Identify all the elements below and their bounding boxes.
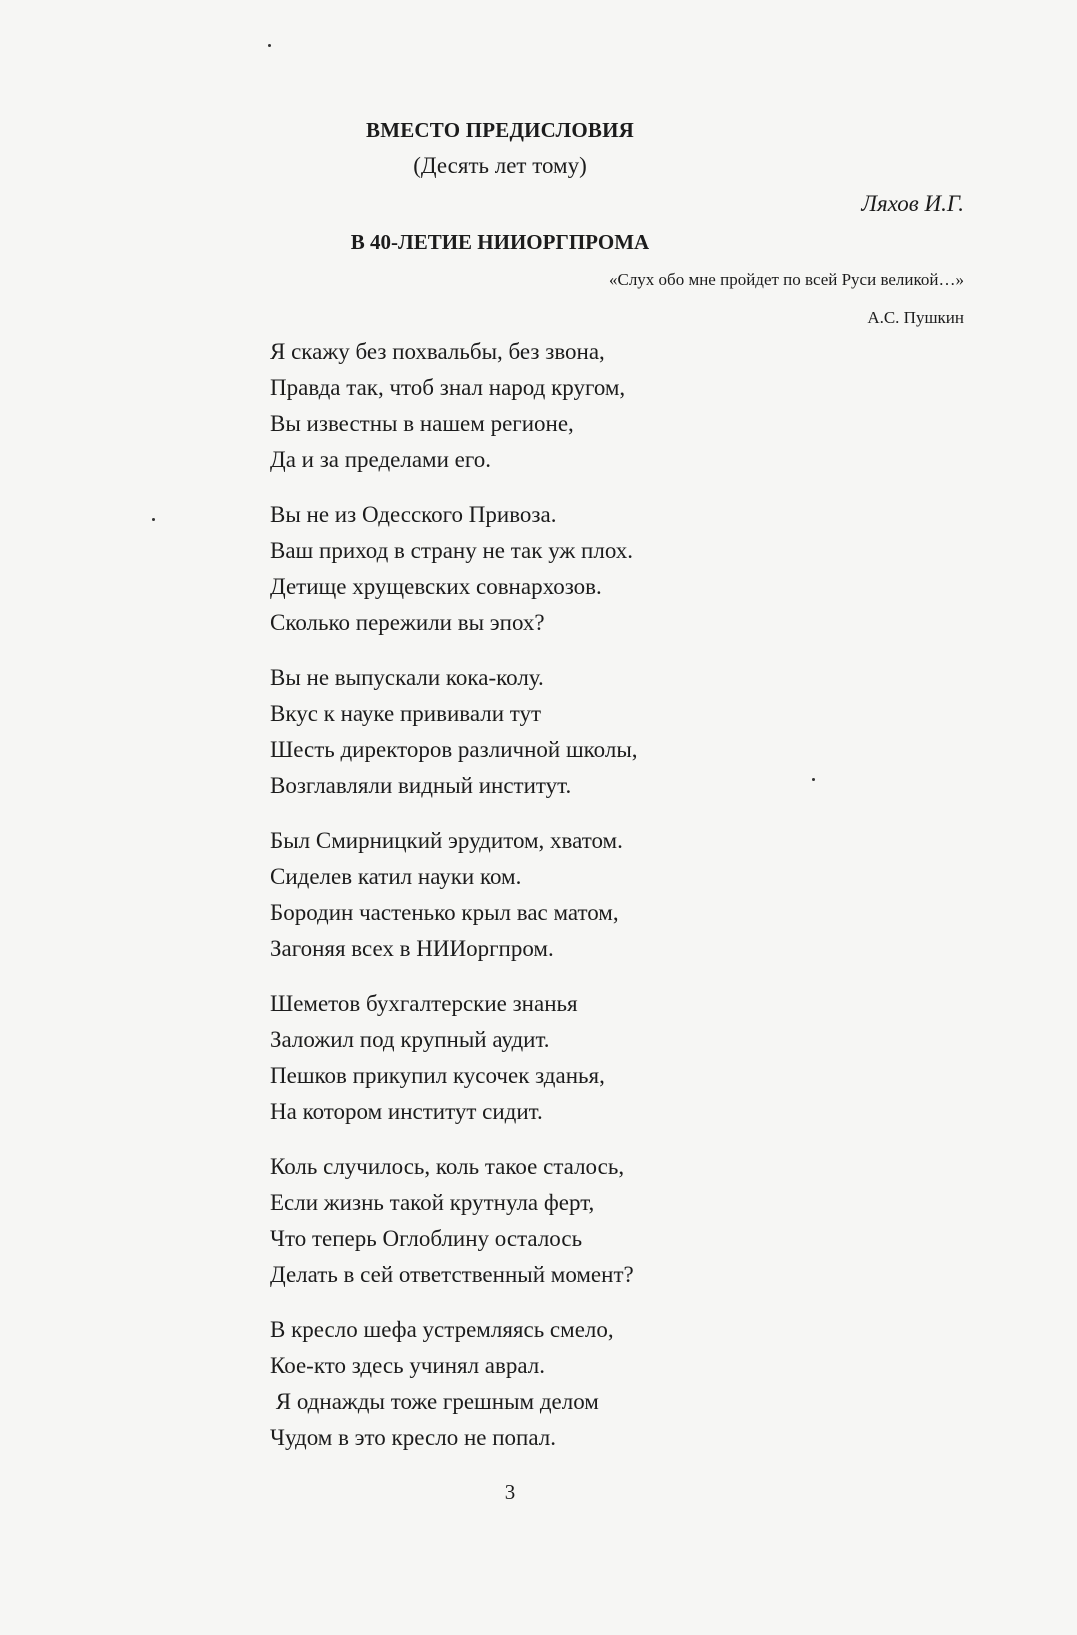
- poem-line: На котором институт сидит.: [270, 1099, 543, 1124]
- poem-line: Кое-кто здесь учинял аврал.: [270, 1353, 546, 1378]
- stanza: [270, 497, 970, 641]
- poem-line: Шеметов бухгалтерские знанья: [270, 991, 578, 1016]
- poem-line: Да и за пределами его.: [270, 447, 491, 472]
- poem-line: Был Смирницкий эрудитом, хватом.: [270, 828, 623, 853]
- poem-line: Вкус к науке прививали тут: [270, 701, 542, 726]
- poem: [270, 334, 970, 1475]
- poem-line: Делать в сей ответственный момент?: [270, 1262, 634, 1287]
- epigraph-author: А.С. Пушкин: [867, 308, 964, 327]
- poem-line: Шесть директоров различной школы,: [270, 737, 638, 762]
- stanza: [270, 660, 970, 804]
- poem-line: Чудом в это кресло не попал.: [270, 1425, 556, 1450]
- stanza: [270, 986, 970, 1130]
- page-title: ВМЕСТО ПРЕДИСЛОВИЯ: [366, 118, 634, 142]
- poem-line: Что теперь Оглоблину осталось: [270, 1226, 583, 1251]
- poem-line: Вы не из Одесского Привоза.: [270, 502, 557, 527]
- poem-line: В кресло шефа устремляясь смело,: [270, 1317, 614, 1342]
- epigraph-quote: «Слух обо мне пройдет по всей Руси великой…»: [608, 270, 964, 289]
- author-name: Ляхов И.Г.: [861, 191, 964, 216]
- poem-line: Бородин частенько крыл вас матом,: [270, 900, 619, 925]
- poem-line: Сколько пережили вы эпох?: [270, 610, 545, 635]
- poem-line: Детище хрущевских совнархозов.: [270, 574, 602, 599]
- stanza: [270, 1149, 970, 1293]
- poem-line: Я однажды тоже грешным делом: [270, 1389, 599, 1414]
- speck: [152, 518, 155, 521]
- speck: [268, 44, 271, 47]
- poem-line: Правда так, чтоб знал народ кругом,: [270, 375, 626, 400]
- stanza: [270, 334, 970, 478]
- poem-heading: В 40-ЛЕТИЕ НИИОРГПРОМА: [350, 230, 650, 254]
- poem-line: Загоняя всех в НИИоргпром.: [270, 936, 554, 961]
- poem-line: Заложил под крупный аудит.: [270, 1027, 550, 1052]
- poem-line: Ваш приход в страну не так уж плох.: [270, 538, 633, 563]
- poem-line: Возглавляли видный институт.: [270, 773, 572, 798]
- stanza: [270, 1312, 970, 1456]
- poem-line: Сиделев катил науки ком.: [270, 864, 522, 889]
- poem-line: Я скажу без похвальбы, без звона,: [270, 339, 605, 364]
- poem-line: Вы известны в нашем регионе,: [270, 411, 574, 436]
- poem-line: Коль случилось, коль такое сталось,: [270, 1154, 625, 1179]
- stanza: [270, 823, 970, 967]
- poem-line: Вы не выпускали кока-колу.: [270, 665, 544, 690]
- poem-line: Пешков прикупил кусочек зданья,: [270, 1063, 605, 1088]
- poem-line: Если жизнь такой крутнула ферт,: [270, 1190, 595, 1215]
- page-subtitle: (Десять лет тому): [413, 153, 587, 178]
- page-number: 3: [504, 1480, 516, 1504]
